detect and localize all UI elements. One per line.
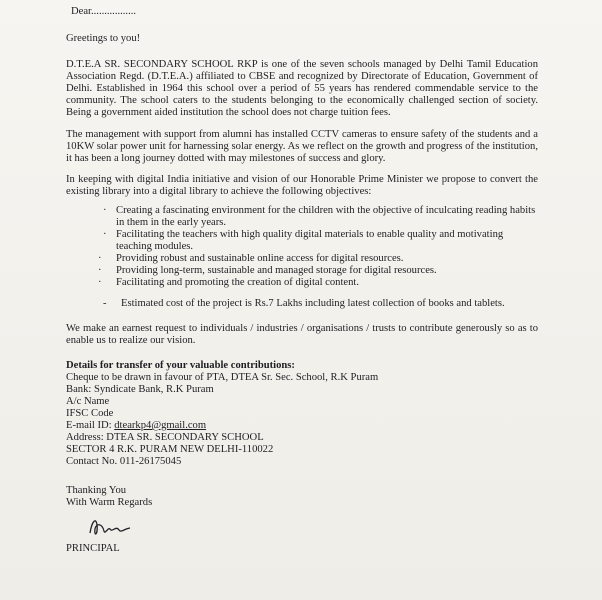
signatory-title: PRINCIPAL bbox=[66, 543, 120, 554]
signature bbox=[66, 515, 538, 537]
closing-regards: With Warm Regards bbox=[66, 497, 153, 508]
account-name-line: A/c Name bbox=[66, 396, 110, 407]
paragraph-digital-library: In keeping with digital India initiative and vision of our Honorable Prime Minister we propose to convert the existing library into a digital library to achieve the following objectives: bbox=[66, 174, 538, 197]
bank-line: Bank: Syndicate Bank, R.K Puram bbox=[66, 384, 214, 395]
objective-text: Providing long-term, sustainable and managed storage for digital resources. bbox=[116, 265, 437, 276]
estimated-cost bbox=[66, 298, 538, 310]
bullet-mark: · bbox=[98, 265, 102, 276]
bullet-mark: · bbox=[103, 229, 107, 240]
paragraph-management: The management with support from alumni has installed CCTV cameras to ensure safety of the students and a 10KW solar power unit for harnessing solar energy. As we reflect on the growth and progress of the institution, it has been a long journey dotted with may milestones of success and glory. bbox=[66, 129, 538, 164]
details-heading: Details for transfer of your valuable contributions: bbox=[66, 360, 295, 371]
dash-mark: - bbox=[103, 298, 107, 309]
objective-item bbox=[66, 265, 538, 277]
objectives-list bbox=[66, 205, 538, 289]
objective-text: Creating a fascinating environment for the children with the objective of inculcating reading habits in them in the early years. bbox=[116, 205, 536, 228]
letter-body bbox=[66, 6, 538, 555]
objective-text: Facilitating the teachers with high quality digital materials to enable quality and motivating teaching modules. bbox=[116, 229, 504, 252]
email-link[interactable]: dtearkp4@gmail.com bbox=[114, 420, 207, 431]
email-line bbox=[66, 420, 538, 432]
contact-line: Contact No. 011-26175045 bbox=[66, 456, 182, 467]
signature-mark bbox=[86, 515, 146, 539]
cheque-line: Cheque to be drawn in favour of PTA, DTEA Sr. Sec. School, R.K Puram bbox=[66, 372, 379, 383]
objective-item bbox=[66, 253, 538, 265]
email-label: E-mail ID: bbox=[66, 420, 115, 431]
closing-thanks: Thanking You bbox=[66, 485, 127, 496]
objective-item bbox=[66, 277, 538, 289]
ifsc-line: IFSC Code bbox=[66, 408, 114, 419]
bullet-mark: · bbox=[98, 253, 102, 264]
objective-text: Providing robust and sustainable online access for digital resources. bbox=[116, 253, 404, 264]
paragraph-request: We make an earnest request to individuals / industries / organisations / trusts to contribute generously so as to enable us to realize our vision. bbox=[66, 323, 538, 346]
bullet-mark: · bbox=[98, 277, 102, 288]
bullet-mark: · bbox=[103, 205, 107, 216]
objective-item bbox=[66, 229, 538, 253]
address-line-1: Address: DTEA SR. SECONDARY SCHOOL bbox=[66, 432, 264, 443]
objective-text: Facilitating and promoting the creation of digital content. bbox=[116, 277, 360, 288]
paragraph-school-intro: D.T.E.A SR. SECONDARY SCHOOL RKP is one of the seven schools managed by Delhi Tamil Education Association Regd. (D.T.E.A.) affiliated to CBSE and recognized by Directorate of Education, Government of Delhi. Established in 1964 this school over a period of 55 years has rendered commendable service to the community. The school caters to the students belonging to the economically challenged section of society. Being a government aided institution the school does not charge tuition fees. bbox=[66, 59, 538, 118]
greeting: Greetings to you! bbox=[66, 33, 141, 44]
contribution-details bbox=[66, 372, 538, 468]
salutation: Dear................. bbox=[71, 6, 137, 17]
estimated-cost-text: Estimated cost of the project is Rs.7 Lakhs including latest collection of books and tablets. bbox=[121, 298, 505, 309]
address-line-2: SECTOR 4 R.K. PURAM NEW DELHI-110022 bbox=[66, 444, 274, 455]
objective-item bbox=[66, 205, 538, 229]
